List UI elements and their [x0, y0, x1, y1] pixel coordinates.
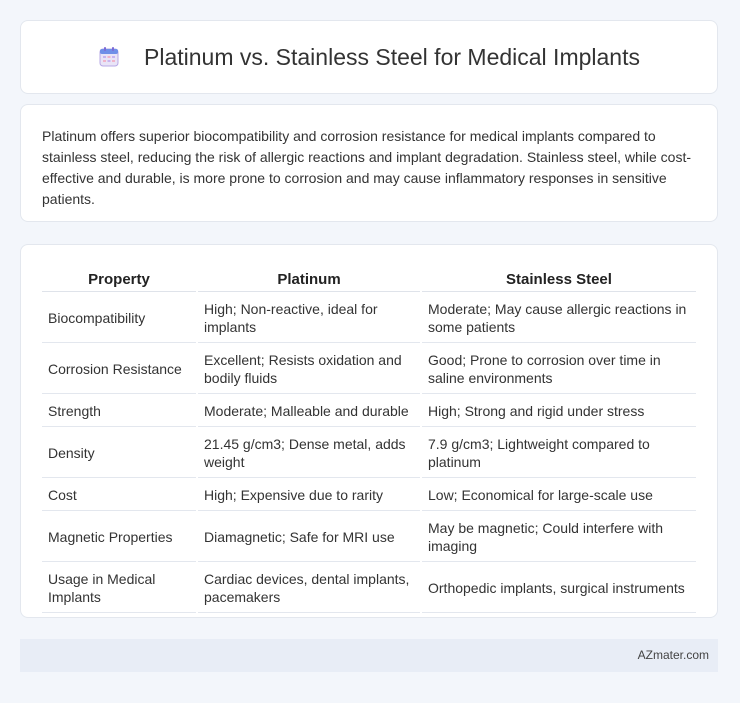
- table-row: [42, 564, 696, 613]
- column-header-property: Property: [42, 267, 196, 292]
- table-row: [42, 396, 696, 427]
- page-title: Platinum vs. Stainless Steel for Medical Implants: [144, 43, 640, 70]
- table-header-row: [42, 267, 696, 292]
- table-row: [42, 429, 696, 478]
- platinum-cell: 21.45 g/cm3; Dense metal, adds weight: [198, 429, 420, 478]
- table-row: [42, 345, 696, 394]
- stainless-steel-cell: 7.9 g/cm3; Lightweight compared to platinum: [422, 429, 696, 478]
- property-cell: Density: [42, 429, 196, 478]
- stainless-steel-cell: Low; Economical for large-scale use: [422, 480, 696, 511]
- property-cell: Biocompatibility: [42, 294, 196, 343]
- footer-brand-link[interactable]: AZmater.com: [637, 648, 709, 662]
- platinum-cell: Moderate; Malleable and durable: [198, 396, 420, 427]
- stainless-steel-cell: Orthopedic implants, surgical instruments: [422, 564, 696, 613]
- platinum-cell: High; Expensive due to rarity: [198, 480, 420, 511]
- summary-text: Platinum offers superior biocompatibility and corrosion resistance for medical implants compared to stainless steel, reducing the risk of allergic reactions and implant degradation. Stainless steel, while cost-effective and durable, is more prone to corrosion and may cause inflammatory responses in sensitive patients.: [42, 128, 691, 207]
- comparison-table: [40, 265, 698, 615]
- column-header-platinum: Platinum: [198, 267, 420, 292]
- comparison-table-card: [20, 244, 718, 618]
- stainless-steel-cell: Moderate; May cause allergic reactions in some patients: [422, 294, 696, 343]
- property-cell: Corrosion Resistance: [42, 345, 196, 394]
- platinum-cell: Diamagnetic; Safe for MRI use: [198, 513, 420, 562]
- platinum-cell: High; Non-reactive, ideal for implants: [198, 294, 420, 343]
- stainless-steel-cell: Good; Prone to corrosion over time in saline environments: [422, 345, 696, 394]
- platinum-cell: Excellent; Resists oxidation and bodily fluids: [198, 345, 420, 394]
- stainless-steel-cell: High; Strong and rigid under stress: [422, 396, 696, 427]
- column-header-stainless-steel: Stainless Steel: [422, 267, 696, 292]
- calendar-icon: [98, 46, 120, 68]
- property-cell: Strength: [42, 396, 196, 427]
- property-cell: Usage in Medical Implants: [42, 564, 196, 613]
- property-cell: Magnetic Properties: [42, 513, 196, 562]
- table-row: [42, 480, 696, 511]
- summary-card: [20, 104, 718, 222]
- table-row: [42, 294, 696, 343]
- platinum-cell: Cardiac devices, dental implants, pacemakers: [198, 564, 420, 613]
- property-cell: Cost: [42, 480, 196, 511]
- footer-bar: [20, 639, 718, 672]
- title-card: [20, 20, 718, 94]
- stainless-steel-cell: May be magnetic; Could interfere with imaging: [422, 513, 696, 562]
- table-row: [42, 513, 696, 562]
